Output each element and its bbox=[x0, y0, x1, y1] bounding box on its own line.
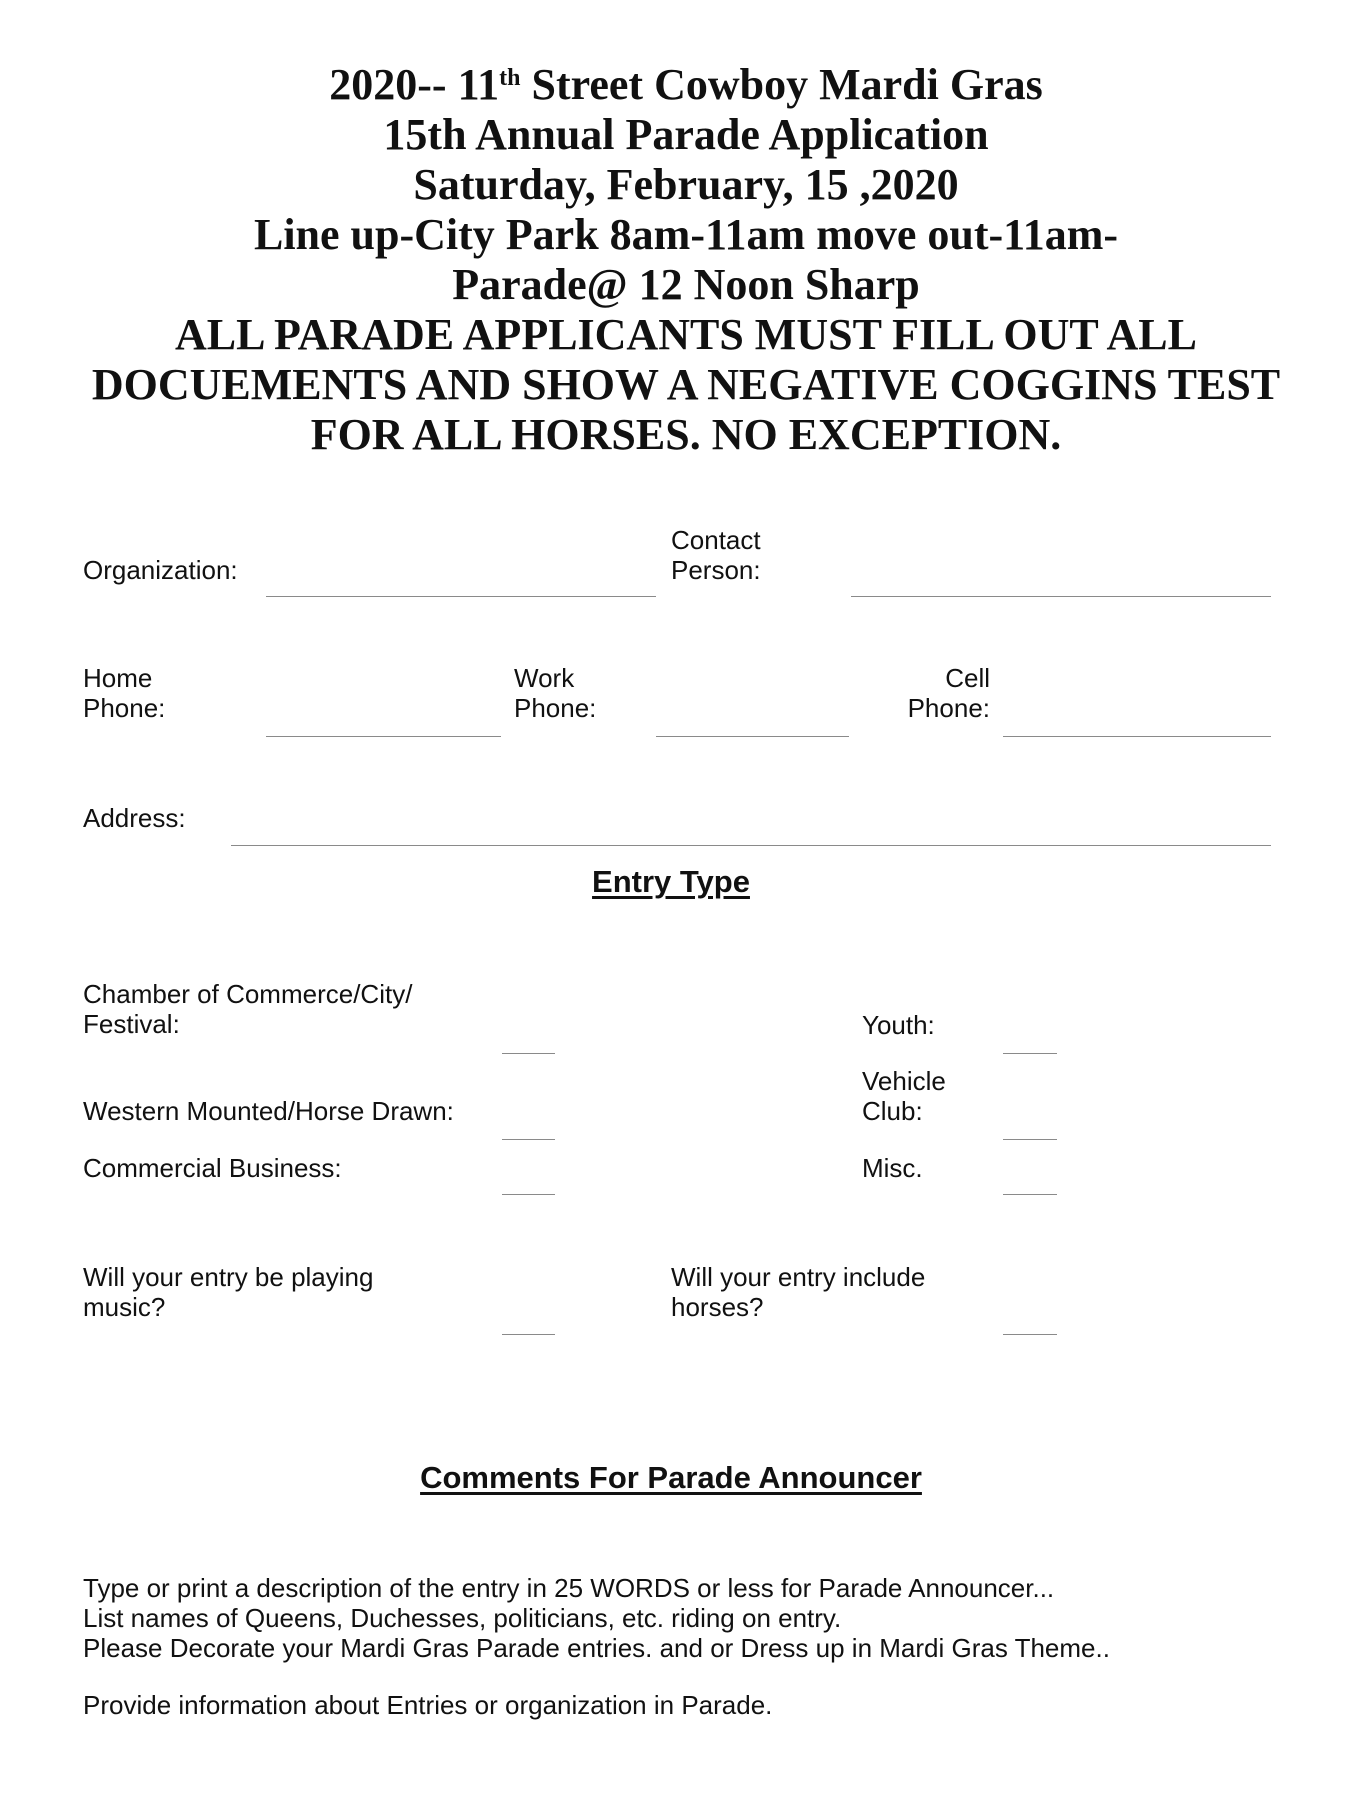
misc-label: Misc. bbox=[862, 1153, 923, 1183]
chamber-label: Chamber of Commerce/City/ Festival: bbox=[83, 979, 413, 1039]
include-horses-field[interactable] bbox=[1003, 1334, 1057, 1335]
youth-label: Youth: bbox=[862, 1010, 935, 1040]
contact-person-label: Contact Person: bbox=[671, 525, 761, 585]
comments-instruction-4: Provide information about Entries or organization in Parade. bbox=[83, 1690, 773, 1720]
title-line-1: 2020-- 11th Street Cowboy Mardi Gras bbox=[329, 60, 1043, 109]
application-title bbox=[0, 60, 1372, 460]
contact-person-field[interactable] bbox=[851, 596, 1271, 597]
cell-phone-label: Cell Phone: bbox=[907, 663, 990, 723]
vehicle-club-field[interactable] bbox=[1003, 1139, 1057, 1140]
address-field[interactable] bbox=[231, 845, 1271, 846]
include-horses-label: Will your entry include horses? bbox=[671, 1262, 926, 1322]
comments-instruction-3: Please Decorate your Mardi Gras Parade entries. and or Dress up in Mardi Gras Theme.. bbox=[83, 1633, 1110, 1663]
playing-music-label: Will your entry be playing music? bbox=[83, 1262, 374, 1322]
address-label: Address: bbox=[83, 803, 186, 833]
comments-instruction-2: List names of Queens, Duchesses, politicians, etc. riding on entry. bbox=[83, 1603, 842, 1633]
chamber-field[interactable] bbox=[502, 1053, 555, 1054]
title-line-8: FOR ALL HORSES. NO EXCEPTION. bbox=[310, 410, 1062, 459]
organization-field[interactable] bbox=[266, 596, 656, 597]
title-line-5: Parade@ 12 Noon Sharp bbox=[452, 260, 920, 309]
title-line-4: Line up-City Park 8am-11am move out-11am- bbox=[253, 210, 1119, 259]
playing-music-field[interactable] bbox=[502, 1334, 555, 1335]
title-line-3: Saturday, February, 15 ,2020 bbox=[413, 160, 959, 209]
entry-type-heading: Entry Type bbox=[592, 864, 750, 899]
comments-instruction-1: Type or print a description of the entry in 25 WORDS or less for Parade Announcer... bbox=[83, 1573, 1055, 1603]
commercial-business-label: Commercial Business: bbox=[83, 1153, 342, 1183]
vehicle-club-label: Vehicle Club: bbox=[862, 1066, 946, 1126]
organization-label: Organization: bbox=[83, 555, 238, 585]
title-line-7: DOCUEMENTS AND SHOW A NEGATIVE COGGINS TEST bbox=[91, 360, 1281, 409]
cell-phone-field[interactable] bbox=[1003, 736, 1271, 737]
title-line-2: 15th Annual Parade Application bbox=[383, 110, 989, 159]
western-mounted-field[interactable] bbox=[502, 1139, 555, 1140]
western-mounted-label: Western Mounted/Horse Drawn: bbox=[83, 1096, 454, 1126]
work-phone-label: Work Phone: bbox=[514, 663, 597, 723]
commercial-business-field[interactable] bbox=[502, 1194, 555, 1195]
home-phone-field[interactable] bbox=[266, 736, 501, 737]
misc-field[interactable] bbox=[1003, 1194, 1057, 1195]
home-phone-label: Home Phone: bbox=[83, 663, 166, 723]
youth-field[interactable] bbox=[1003, 1053, 1057, 1054]
comments-heading: Comments For Parade Announcer bbox=[420, 1460, 922, 1495]
work-phone-field[interactable] bbox=[656, 736, 849, 737]
title-line-6: ALL PARADE APPLICANTS MUST FILL OUT ALL bbox=[174, 310, 1197, 359]
